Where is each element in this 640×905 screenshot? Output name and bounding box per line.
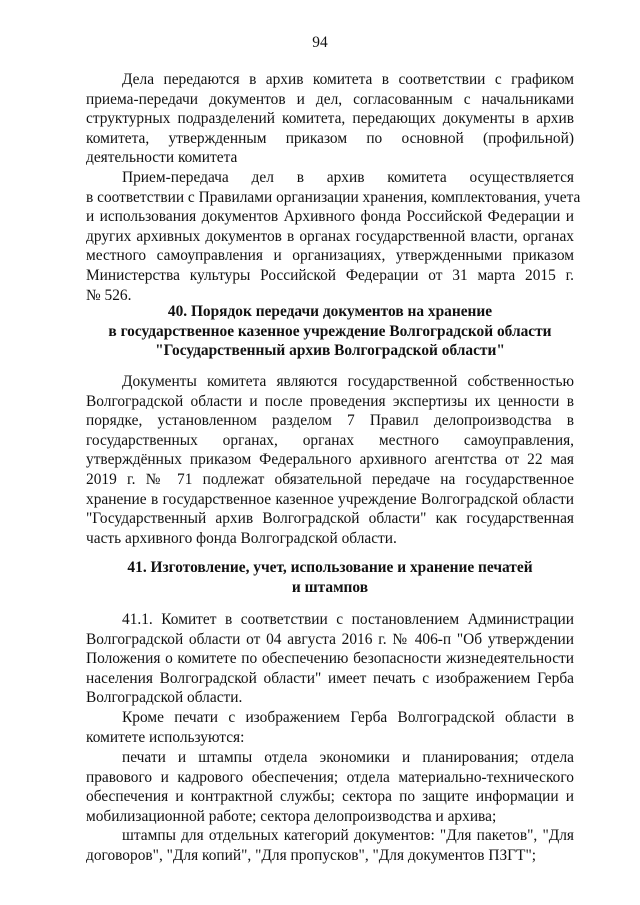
text-line: Волгоградской области и после проведения экспертизы их ценности в xyxy=(86,392,574,410)
text-line: приема-передачи документов и дел, согласованным с начальниками xyxy=(86,90,574,108)
paragraph-other-seals xyxy=(86,708,574,747)
paragraph-acceptance-rules xyxy=(86,168,581,305)
text-line: 2019 г. № 71 подлежат обязательной передаче на государственное xyxy=(86,470,574,488)
heading-line: 40. Порядок передачи документов на хранение xyxy=(167,303,493,320)
text-line: Положения о комитете по обеспечению безопасности жизнедеятельности xyxy=(86,650,574,668)
text-line: утверждённых приказом Федерального архивного агентства от 22 мая xyxy=(86,451,574,469)
text-line: других архивных документов в органах государственной власти, органах xyxy=(86,227,574,245)
text-line: Волгоградской области. xyxy=(86,689,243,707)
text-line: Дела передаются в архив комитета в соответствии с графиком xyxy=(122,71,574,88)
text-line: Документы комитета являются государственной собственностью xyxy=(122,373,574,390)
heading-line: и штампов xyxy=(291,578,369,596)
text-line: деятельности комитета xyxy=(86,149,238,167)
text-line: 41.1. Комитет в соответствии с постановлением Администрации xyxy=(122,611,574,628)
section-heading-41 xyxy=(86,558,574,597)
text-line: комитета, утвержденным приказом по основной (профильной) xyxy=(86,129,574,147)
text-line: в соответствии с Правилами организации хранения, комплектования, учета xyxy=(86,188,581,206)
text-line: структурных подразделений комитета, передающих документы в архив xyxy=(86,110,574,128)
text-line: комитете используются: xyxy=(86,728,245,746)
text-line: государственных органах, органах местного самоуправления, xyxy=(86,431,574,449)
heading-line: 41. Изготовление, учет, использование и хранение печатей xyxy=(127,559,533,576)
paragraph-seals-list xyxy=(86,748,574,826)
paragraph-stamps-list xyxy=(86,826,574,865)
text-line: Прием-передача дел в архив комитета осуществляется xyxy=(122,169,574,186)
text-line: местного самоуправления и организациях, утвержденными приказом xyxy=(86,247,574,265)
text-line: штампы для отдельных категорий документов: "Для пакетов", "Для xyxy=(122,827,574,844)
page-number: 94 xyxy=(312,34,328,51)
text-line: обеспечения и контрактной службы; сектора по защите информации и xyxy=(86,788,574,806)
heading-line: в государственное казенное учреждение Волгоградской области xyxy=(108,322,552,340)
paragraph-transfer-to-archive xyxy=(86,70,574,168)
text-line: правового и кадрового обеспечения; отдела материально-технического xyxy=(86,768,574,786)
text-line: порядке, установленном разделом 7 Правил делопроизводства в xyxy=(86,412,574,430)
text-line: № 526. xyxy=(86,286,132,304)
text-line: Кроме печати с изображением Герба Волгоградской области в xyxy=(122,709,574,726)
text-line: часть архивного фонда Волгоградской области. xyxy=(86,529,397,547)
heading-line: "Государственный архив Волгоградской области" xyxy=(155,342,505,360)
paragraph-41-1 xyxy=(86,610,574,708)
text-line: и использования документов Архивного фонда Российской Федерации и xyxy=(86,208,574,226)
text-line: населения Волгоградской области" имеет печать с изображением Герба xyxy=(86,669,574,687)
text-line: договоров", "Для копий", "Для пропусков", "Для документов ПЗГТ"; xyxy=(86,846,537,864)
paragraph-state-archive-transfer xyxy=(86,372,574,548)
text-line: мобилизационной работе; сектора делопроизводства и архива; xyxy=(86,807,497,825)
text-line: "Государственный архив Волгоградской области" как государственная xyxy=(86,510,574,528)
text-line: Волгоградской области от 04 августа 2016 г. № 406-п "Об утверждении xyxy=(86,630,574,648)
section-heading-40 xyxy=(86,302,574,361)
text-line: печати и штампы отдела экономики и планирования; отдела xyxy=(122,749,574,766)
text-line: хранение в государственное казенное учреждение Волгоградской области xyxy=(86,490,574,508)
text-line: Министерства культуры Российской Федерации от 31 марта 2015 г. xyxy=(86,266,574,284)
